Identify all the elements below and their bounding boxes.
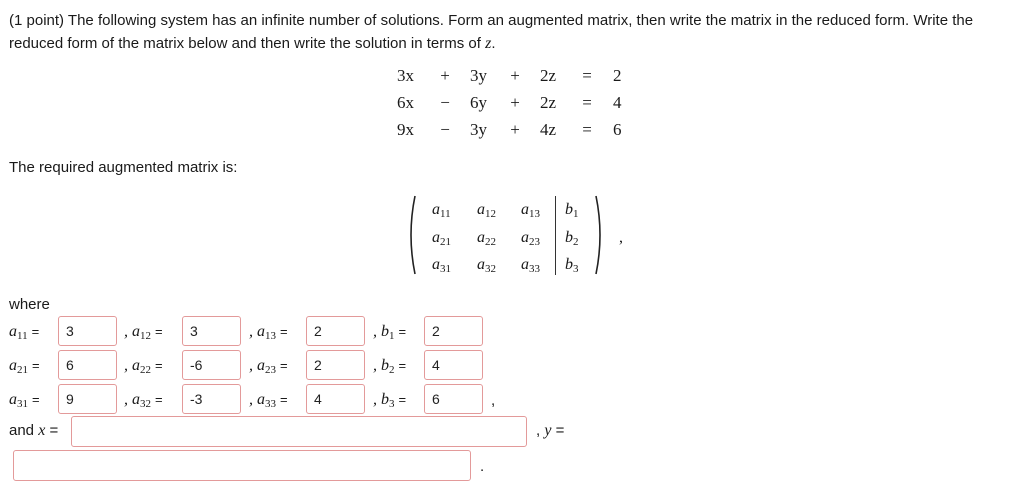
matrix-a12: $a_{12}$ (477, 201, 496, 220)
label-b1: , $b_1$ = (373, 323, 407, 342)
problem-statement: (1 point) The following system has an infinite number of solutions. Form an augmented matrix, then write the matrix in the reduced form. Write the reduced form of the matrix below and then write the solution in terms of z. (9, 12, 974, 52)
label-a32: , $a_{32}$ = (124, 391, 163, 410)
eq1-rhs: 2 (613, 66, 622, 85)
eq3-term-z: 4z (540, 120, 557, 139)
input-a12[interactable]: 3 (182, 316, 241, 346)
matrix-b2: $b_2$ (565, 229, 579, 248)
final-period: . (480, 458, 485, 475)
solution-x-input[interactable] (71, 416, 527, 447)
eq2-term-x: 6x (397, 93, 414, 112)
eq1-term-x: 3x (397, 66, 414, 85)
matrix-a11: $a_{11}$ (432, 201, 451, 220)
eq3-term-y: 3y (470, 120, 487, 139)
matrix-trailing-comma: , (619, 229, 623, 246)
problem-var: z (485, 35, 492, 52)
matrix-a32: $a_{32}$ (477, 256, 496, 275)
input-a31[interactable]: 9 (58, 384, 117, 414)
label-b3: , $b_3$ = (373, 391, 407, 410)
eq1-term-y: 3y (470, 66, 487, 85)
eq1-term-z: 2z (540, 66, 557, 85)
matrix-a13: $a_{13}$ (521, 201, 540, 220)
input-a21[interactable]: 6 (58, 350, 117, 380)
eq2-op1: − (440, 93, 450, 112)
row3-comma: , (491, 392, 496, 409)
right-paren (594, 194, 606, 276)
eq2-equals: = (582, 93, 592, 112)
label-b2: , $b_2$ = (373, 357, 407, 376)
input-a13[interactable]: 2 (306, 316, 365, 346)
label-a23: , $a_{23}$ = (249, 357, 288, 376)
eq1-op2: + (510, 66, 520, 85)
matrix-a33: $a_{33}$ (521, 256, 540, 275)
problem-text: The following system has an infinite number of solutions. Form an augmented matrix, then write the matrix in the reduced form. Write the reduced form of the matrix below and then write the solution in terms of (9, 12, 974, 52)
y-label: , y = (536, 422, 565, 439)
points-label: (1 point) (9, 12, 65, 29)
label-a33: , $a_{33}$ = (249, 391, 288, 410)
input-b3[interactable]: 6 (424, 384, 483, 414)
matrix-b1: $b_1$ (565, 201, 579, 220)
input-a33[interactable]: 4 (306, 384, 365, 414)
label-a22: , $a_{22}$ = (124, 357, 163, 376)
matrix-label: The required augmented matrix is: (9, 159, 238, 176)
eq1-op1: + (440, 66, 450, 85)
left-paren (405, 194, 417, 276)
eq2-op2: + (510, 93, 520, 112)
eq3-rhs: 6 (613, 120, 622, 139)
input-a23[interactable]: 2 (306, 350, 365, 380)
input-a11[interactable]: 3 (58, 316, 117, 346)
where-label: where (9, 296, 50, 313)
input-a32[interactable]: -3 (182, 384, 241, 414)
eq3-op1: − (440, 120, 450, 139)
eq2-rhs: 4 (613, 93, 622, 112)
label-a11: $a_{11}$ = (9, 323, 40, 342)
solution-y-input[interactable] (13, 450, 471, 481)
augment-divider (555, 196, 556, 275)
eq3-equals: = (582, 120, 592, 139)
eq3-term-x: 9x (397, 120, 414, 139)
eq1-equals: = (582, 66, 592, 85)
matrix-a21: $a_{21}$ (432, 229, 451, 248)
label-a13: , $a_{13}$ = (249, 323, 288, 342)
eq3-op2: + (510, 120, 520, 139)
matrix-b3: $b_3$ (565, 256, 579, 275)
eq2-term-y: 6y (470, 93, 487, 112)
matrix-a22: $a_{22}$ (477, 229, 496, 248)
label-a21: $a_{21}$ = (9, 357, 40, 376)
eq2-term-z: 2z (540, 93, 557, 112)
matrix-a23: $a_{23}$ (521, 229, 540, 248)
matrix-a31: $a_{31}$ (432, 256, 451, 275)
label-a31: $a_{31}$ = (9, 391, 40, 410)
label-a12: , $a_{12}$ = (124, 323, 163, 342)
input-b1[interactable]: 2 (424, 316, 483, 346)
input-b2[interactable]: 4 (424, 350, 483, 380)
input-a22[interactable]: -6 (182, 350, 241, 380)
and-x-label: and x = (9, 422, 59, 439)
